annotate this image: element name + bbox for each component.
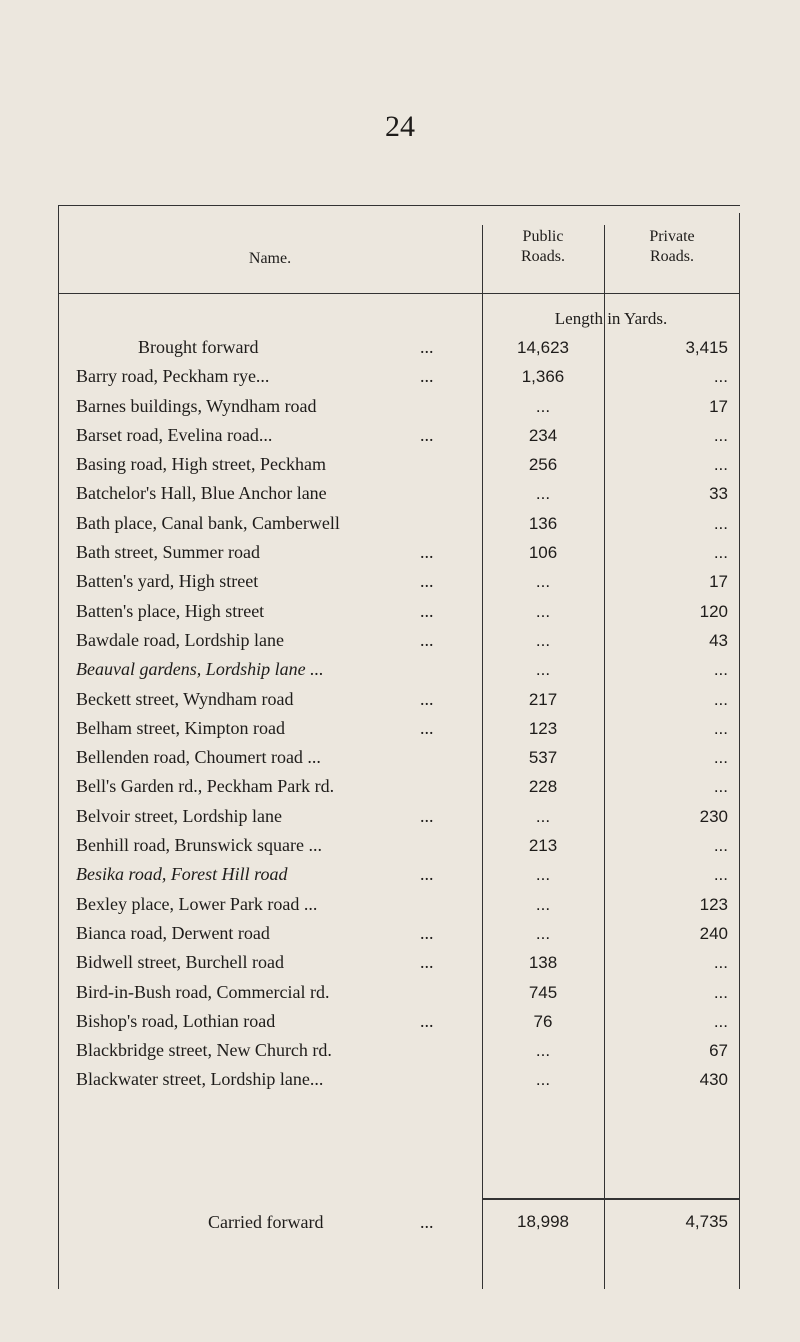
public-roads-value: ...	[535, 865, 551, 885]
table-row	[58, 831, 740, 860]
private-roads-value: ...	[713, 777, 728, 797]
private-roads-value: ...	[713, 718, 728, 738]
public-roads-value: ...	[535, 572, 551, 592]
leader-dots: ...	[420, 922, 434, 943]
table-row	[58, 1007, 740, 1036]
public-roads-value: 213	[528, 836, 558, 856]
road-name: Bawdale road, Lordship lane	[76, 629, 284, 650]
public-roads-value: ...	[535, 1070, 551, 1090]
road-name: Blackwater street, Lordship lane...	[76, 1069, 324, 1090]
header-public-line1: Public	[522, 228, 564, 245]
road-name: Belham street, Kimpton road	[76, 717, 285, 738]
table-row	[58, 743, 740, 772]
private-roads-value: ...	[713, 836, 728, 856]
table-row	[58, 421, 740, 450]
table-row	[58, 714, 740, 743]
leader-dots: ...	[420, 805, 434, 826]
public-roads-value: 537	[528, 748, 558, 768]
private-roads-value: ...	[713, 425, 728, 445]
total-rule	[482, 1198, 740, 1200]
public-roads-value: ...	[535, 484, 551, 504]
table-row	[58, 890, 740, 919]
leader-dots: ...	[420, 600, 434, 621]
road-name: Bianca road, Derwent road	[76, 922, 270, 943]
table-row	[58, 802, 740, 831]
road-name: Besika road, Forest Hill road	[76, 864, 288, 885]
public-roads-value: ...	[535, 396, 551, 416]
public-roads-value: ...	[535, 806, 551, 826]
table-row	[58, 919, 740, 948]
private-roads-value: ...	[713, 982, 728, 1002]
private-roads-value: ...	[713, 455, 728, 475]
header-private-roads	[604, 227, 740, 267]
private-roads-value: ...	[713, 748, 728, 768]
table-row	[58, 626, 740, 655]
road-name: Bidwell street, Burchell road	[76, 952, 284, 973]
public-roads-value: 228	[528, 777, 558, 797]
table-row	[58, 392, 740, 421]
carried-forward-row	[58, 1207, 740, 1237]
public-roads-value: 76	[533, 1011, 553, 1031]
carried-forward-label: Carried forward	[208, 1212, 324, 1232]
header-private-line2: Roads.	[650, 248, 694, 265]
header-private-line1: Private	[649, 228, 695, 245]
private-roads-value: 240	[699, 923, 728, 943]
table-row	[58, 567, 740, 596]
leader-dots: ...	[420, 366, 434, 387]
private-roads-value: 120	[699, 601, 728, 621]
private-roads-value: ...	[713, 543, 728, 563]
table-row	[58, 978, 740, 1007]
private-roads-value: 230	[699, 806, 728, 826]
private-roads-value: 17	[709, 396, 728, 416]
public-roads-value: 106	[528, 543, 558, 563]
table-row	[58, 450, 740, 479]
roads-table	[58, 205, 740, 1289]
road-name: Benhill road, Brunswick square ...	[76, 835, 322, 856]
private-roads-value: ...	[713, 1011, 728, 1031]
road-name: Belvoir street, Lordship lane	[76, 805, 282, 826]
private-roads-value: 123	[699, 894, 728, 914]
private-roads-value: ...	[713, 660, 728, 680]
public-roads-value: 138	[528, 953, 558, 973]
units-label: Length in Yards.	[554, 309, 668, 328]
public-roads-value: 745	[528, 982, 558, 1002]
table-row	[58, 509, 740, 538]
table-row	[58, 1036, 740, 1065]
road-name: Batchelor's Hall, Blue Anchor lane	[76, 483, 327, 504]
table-row	[58, 685, 740, 714]
leader-dots: ...	[420, 629, 434, 650]
table-row	[58, 1065, 740, 1094]
public-roads-value: 256	[528, 455, 558, 475]
private-roads-value: ...	[713, 865, 728, 885]
table-top-border	[58, 205, 740, 206]
table-row	[58, 333, 740, 362]
road-name: Bath street, Summer road	[76, 542, 260, 563]
road-name: Beauval gardens, Lordship lane ...	[76, 659, 324, 680]
page-number: 24	[385, 110, 415, 143]
carried-forward-public: 18,998	[517, 1212, 569, 1231]
leader-dots: ...	[420, 952, 434, 973]
table-row	[58, 597, 740, 626]
header-rule	[58, 293, 740, 294]
public-roads-value: ...	[535, 630, 551, 650]
leader-dots: ...	[420, 688, 434, 709]
private-roads-value: 3,415	[685, 338, 728, 357]
header-public-line2: Roads.	[521, 248, 565, 265]
public-roads-value: 217	[528, 689, 558, 709]
private-roads-value: 67	[709, 1041, 728, 1061]
table-row	[58, 655, 740, 684]
road-name: Bird-in-Bush road, Commercial rd.	[76, 981, 330, 1002]
table-row	[58, 479, 740, 508]
public-roads-value: ...	[535, 1041, 551, 1061]
leader-dots: ...	[420, 1010, 434, 1031]
header-public-roads	[482, 227, 604, 267]
public-roads-value: 136	[528, 513, 558, 533]
table-body	[58, 333, 740, 1095]
road-name: Batten's yard, High street	[76, 571, 259, 592]
private-roads-value: ...	[713, 689, 728, 709]
leader-dots: ...	[420, 864, 434, 885]
public-roads-value: 234	[528, 425, 558, 445]
leader-dots: ...	[420, 717, 434, 738]
road-name: Basing road, High street, Peckham	[76, 454, 326, 475]
road-name: Bath place, Canal bank, Camberwell	[76, 512, 340, 533]
table-row	[58, 538, 740, 567]
public-roads-value: ...	[535, 923, 551, 943]
road-name: Barset road, Evelina road...	[76, 424, 273, 445]
table-row	[58, 948, 740, 977]
public-roads-value: 1,366	[521, 367, 565, 387]
road-name: Beckett street, Wyndham road	[76, 688, 294, 709]
public-roads-value: ...	[535, 894, 551, 914]
public-roads-value: ...	[535, 601, 551, 621]
road-name: Barnes buildings, Wyndham road	[76, 395, 317, 416]
road-name: Blackbridge street, New Church rd.	[76, 1040, 332, 1061]
private-roads-value: ...	[713, 367, 728, 387]
header-name: Name.	[248, 250, 292, 267]
carried-forward-private: 4,735	[685, 1212, 728, 1231]
public-roads-value: 123	[528, 718, 558, 738]
leader-dots: ...	[420, 571, 434, 592]
private-roads-value: 33	[709, 484, 728, 504]
private-roads-value: ...	[713, 953, 728, 973]
table-row	[58, 860, 740, 889]
road-name: Bexley place, Lower Park road ...	[76, 893, 318, 914]
road-name: Bishop's road, Lothian road	[76, 1010, 276, 1031]
private-roads-value: ...	[713, 513, 728, 533]
carried-forward-dots: ...	[420, 1212, 434, 1232]
public-roads-value: 14,623	[517, 338, 569, 357]
road-name: Barry road, Peckham rye...	[76, 366, 270, 387]
road-name: Bellenden road, Choumert road ...	[76, 747, 321, 768]
table-row	[58, 772, 740, 801]
private-roads-value: 43	[709, 630, 728, 650]
leader-dots: ...	[420, 542, 434, 563]
leader-dots: ...	[420, 424, 434, 445]
private-roads-value: 430	[699, 1070, 728, 1090]
road-name: Batten's place, High street	[76, 600, 265, 621]
private-roads-value: 17	[709, 572, 728, 592]
road-name: Brought forward	[138, 337, 259, 357]
leader-dots: ...	[420, 337, 434, 357]
road-name: Bell's Garden rd., Peckham Park rd.	[76, 776, 335, 797]
public-roads-value: ...	[535, 660, 551, 680]
table-row	[58, 362, 740, 391]
